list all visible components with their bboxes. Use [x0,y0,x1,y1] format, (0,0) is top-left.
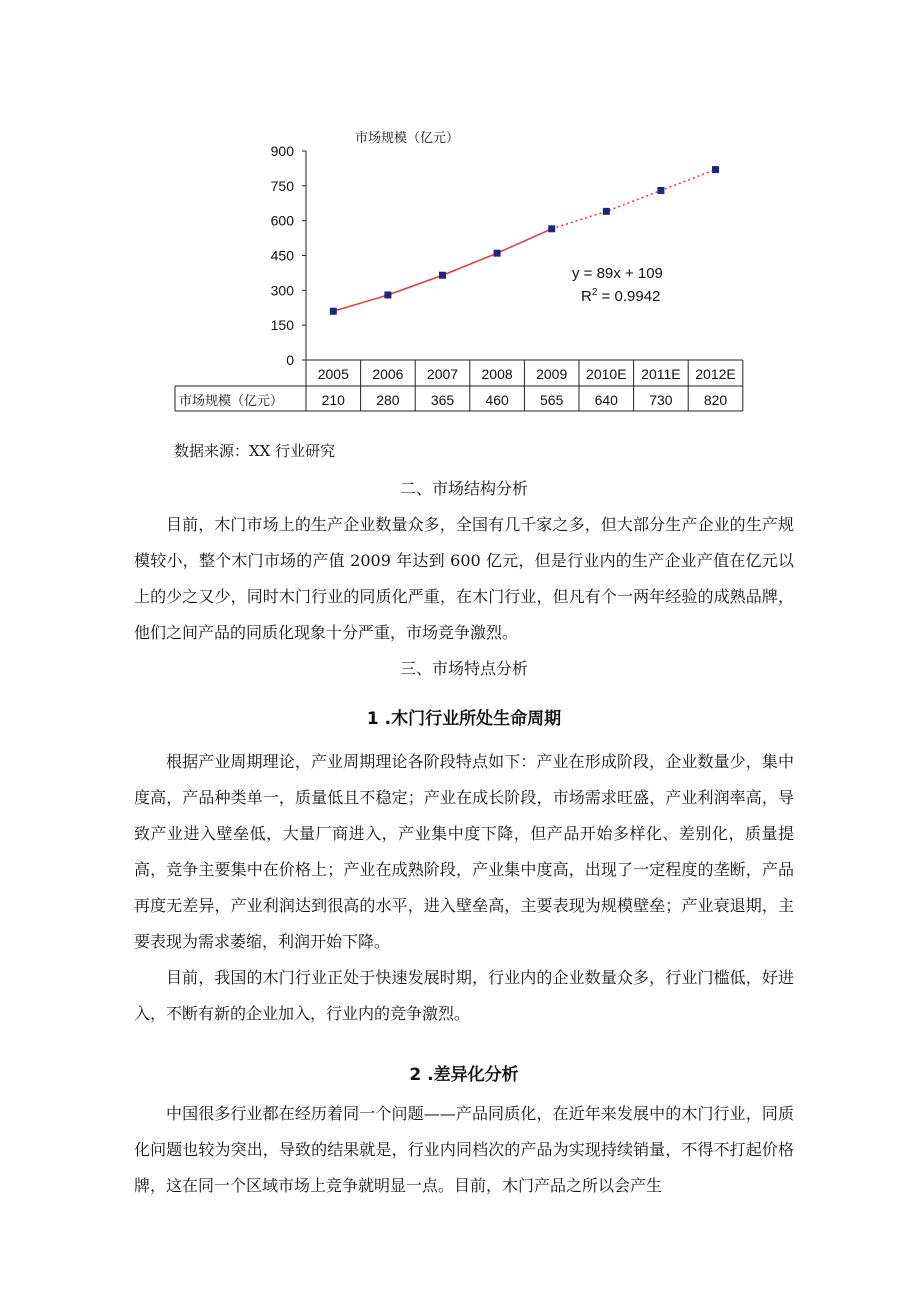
x-category-label: 2011E [641,366,681,382]
x-category-label: 2006 [372,366,404,382]
table-row-label: 市场规模（亿元） [179,393,284,408]
table-value: 280 [376,392,400,408]
x-category-label: 2012E [695,366,736,382]
data-point [548,225,555,232]
subsection-1-title: 1 .木门行业所处生命周期 [366,709,562,729]
regression-equation: y = 89x + 109 [572,265,663,282]
table-value: 365 [430,392,455,408]
y-tick-label: 0 [286,352,294,368]
data-point [657,187,664,194]
data-point [439,272,446,279]
table-value: 820 [703,392,728,408]
actual-series-line [333,229,551,311]
y-tick-label: 750 [270,177,294,194]
data-point [494,250,501,257]
table-value: 640 [594,392,618,408]
x-category-label: 2010E [586,366,627,382]
paragraph: 根据产业周期理论，产业周期理论各阶段特点如下：产业在形成阶段，企业数量少，集中度高，产品种类单一，质量低且不稳定；产业在成长阶段，市场需求旺盛，产业利润率高，导致产业进入壁垒低，大量厂商进入，产业集中度下降，但产品开始多样化、差别化，质量提高，竞争主要集中在价格上；产业在成熟阶段，产业集中度高，出现了一定程度的垄断，产品再度无差异，产业利润达到很高的水平，进入壁垒高，主要表现为规模壁垒；产业衰退期，主要表现为需求萎缩，利润开始下降。 [134,752,794,951]
r-squared: $R^2 = 0.9942$ [581,287,661,305]
paragraph: 目前，我国的木门行业正处于快速发展时期，行业内的企业数量众多，行业门槛低，好进入，不断有新的企业加入，行业内的竞争激烈。 [134,968,794,1023]
y-tick-label: 600 [270,212,294,229]
data-source: 数据来源：XX 行业研究 [174,442,336,460]
data-point [330,308,337,315]
data-point [384,291,391,298]
y-tick-label: 900 [270,143,294,159]
y-axis [271,143,306,368]
section-3-title: 三、市场特点分析 [399,659,528,678]
y-tick-label: 300 [270,282,294,299]
table-value: 210 [321,392,345,408]
subsection-2-title: 2 .差异化分析 [409,1065,519,1085]
x-category-label: 2008 [481,366,513,382]
market-size-chart [0,0,920,420]
y-tick-label: 450 [270,247,294,264]
section-2-paragraph [134,507,794,651]
forecast-series-line [552,170,716,229]
section-2-title: 二、市场结构分析 [399,479,528,498]
x-category-label: 2005 [317,366,349,382]
subsection-1-body [134,744,794,1032]
subsection-2-body [134,1096,794,1204]
y-tick-label: 150 [270,317,294,334]
paragraph: 目前，木门市场上的生产企业数量众多，全国有几千家之多，但大部分生产企业的生产规模较小，整个木门市场的产值 2009 年达到 600 亿元，但是行业内的生产企业产值在亿元以上的少之又少，同时木门行业的同质化严重，在木门行业，但凡有个一两年经验的成熟品牌，他们之间产品的同质化现象十分严重，市场竞争激烈。 [134,515,794,642]
x-category-label: 2009 [536,366,568,382]
x-category-label: 2007 [426,366,459,382]
table-value: 565 [540,392,564,408]
data-point [712,166,719,173]
data-point [603,208,610,215]
data-table [175,360,743,411]
table-value: 730 [649,392,673,408]
table-value: 460 [485,392,509,408]
chart-title: 市场规模（亿元） [355,130,460,145]
paragraph: 中国很多行业都在经历着同一个问题——产品同质化，在近年来发展中的木门行业，同质化问题也较为突出，导致的结果就是，行业内同档次的产品为实现持续销量，不得不打起价格牌，这在同一个区域市场上竞争就明显一点。目前，木门产品之所以会产生 [134,1104,794,1195]
